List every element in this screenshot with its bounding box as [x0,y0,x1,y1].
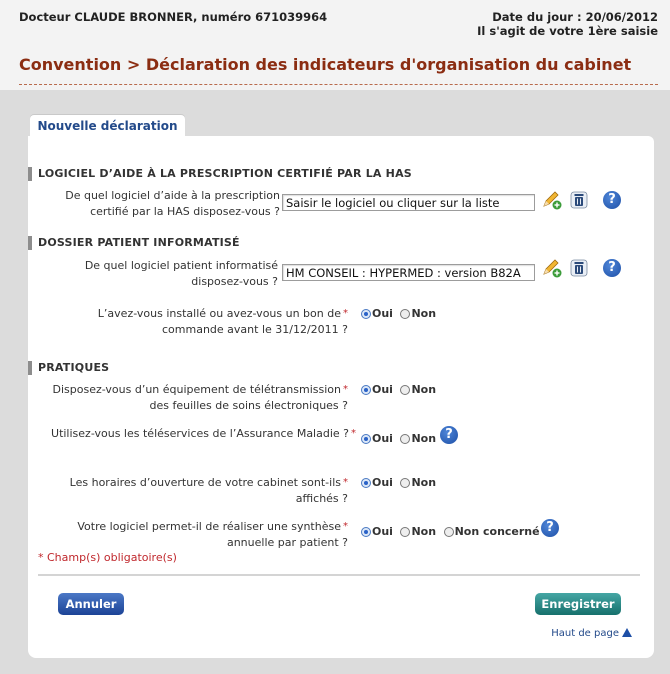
annual-summary-yes[interactable]: Oui [361,525,393,538]
opening-hours-no[interactable]: Non [400,476,436,489]
section-records-heading: DOSSIER PATIENT INFORMATISÉ [28,236,628,250]
trash-icon[interactable] [569,190,589,210]
teleservices-radio-group [361,432,440,445]
patient-software-label: De quel logiciel patient informatisé disposez-vous ? [84,259,278,288]
opening-hours-radio-group [361,476,440,489]
teleservices-yes[interactable]: Oui [361,432,393,445]
annual-summary-no[interactable]: Non [400,525,436,538]
declaration-form [28,136,654,658]
form-divider [38,574,640,576]
teletransmission-label: Disposez-vous d’un équipement de télétransmission * des feuilles de soins électroniques ? [52,383,348,412]
teleservices-label: Utilisez-vous les téléservices de l’Assurance Maladie ? * [51,427,356,440]
annual-summary-radio-group [361,525,544,538]
edit-pencil-icon[interactable] [542,258,562,278]
doctor-info: Docteur CLAUDE BRONNER, numéro 671039964 [19,10,328,24]
opening-hours-yes[interactable]: Oui [361,476,393,489]
section-practices-heading: PRATIQUES [28,361,628,375]
header-bar [0,0,670,90]
teletransmission-yes[interactable]: Oui [361,383,393,396]
annual-summary-label: Votre logiciel permet-il de réaliser une synthèse * annuelle par patient ? [77,520,348,549]
arrow-up-icon [622,628,632,637]
help-icon[interactable]: ? [541,519,559,537]
mandatory-note: * Champ(s) obligatoire(s) [38,551,177,564]
help-icon[interactable]: ? [440,426,458,444]
prescription-software-label: De quel logiciel d’aide à la prescription certifié par la HAS disposez-vous ? [65,189,280,218]
help-icon[interactable]: ? [603,259,621,277]
current-date: Date du jour : 20/06/2012 [492,10,658,24]
trash-icon[interactable] [569,258,589,278]
teletransmission-radio-group [361,383,440,396]
edit-pencil-icon[interactable] [542,190,562,210]
date-info [477,10,658,38]
save-button[interactable]: Enregistrer [535,593,621,615]
back-to-top-link[interactable]: Haut de page [551,628,632,639]
installed-no[interactable]: Non [400,307,436,320]
cancel-button[interactable]: Annuler [58,593,124,615]
installed-label: L’avez-vous installé ou avez-vous un bon de * commande avant le 31/12/2011 ? [97,307,348,336]
annual-summary-not-concerned[interactable]: Non concerné [444,525,540,538]
teletransmission-no[interactable]: Non [400,383,436,396]
title-divider [19,84,658,85]
entry-count: Il s'agit de votre 1ère saisie [477,24,658,38]
teleservices-no[interactable]: Non [400,432,436,445]
page-title: Convention > Déclaration des indicateurs d'organisation du cabinet [19,55,632,74]
installed-yes[interactable]: Oui [361,307,393,320]
patient-software-input[interactable]: HM CONSEIL : HYPERMED : version B82A [282,264,535,281]
installed-radio-group [361,307,440,320]
opening-hours-label: Les horaires d’ouverture de votre cabinet sont-ils * affichés ? [69,476,348,505]
help-icon[interactable]: ? [603,191,621,209]
prescription-software-input[interactable]: Saisir le logiciel ou cliquer sur la liste [282,194,535,211]
section-software-heading: LOGICIEL D’AIDE À LA PRESCRIPTION CERTIFIÉ PAR LA HAS [28,167,628,181]
tab-new-declaration[interactable]: Nouvelle déclaration [30,115,185,137]
